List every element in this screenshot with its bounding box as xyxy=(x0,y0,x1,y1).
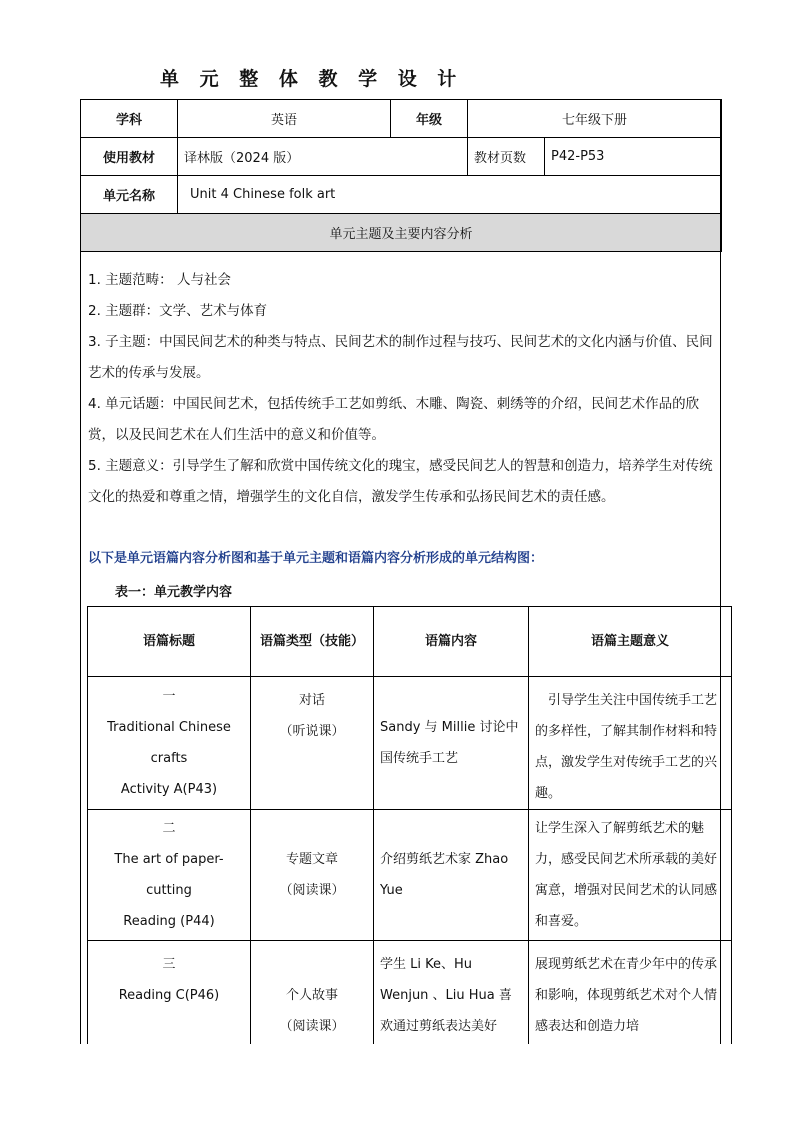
passage-number: 三 xyxy=(162,957,176,972)
passage-type: 专题文章 xyxy=(285,852,338,867)
header-title: 语篇标题 xyxy=(88,607,251,677)
passage-skill: （阅读课） xyxy=(279,883,345,898)
passage-content: 学生 Li Ke、Hu Wenjun 、Liu Hua 喜欢通过剪纸表达美好 xyxy=(374,941,529,1061)
content-table xyxy=(87,606,732,1061)
pages-value: P42-P53 xyxy=(545,138,722,176)
passage-ref: Reading (P44) xyxy=(123,914,215,929)
passage-skill: （听说课） xyxy=(279,724,345,739)
passage-title: Reading C(P46) xyxy=(118,988,220,1003)
header-content: 语篇内容 xyxy=(374,607,529,677)
analysis-item: 5. 主题意义：引导学生了解和欣赏中国传统文化的瑰宝，感受民间艺人的智慧和创造力，培养学生对传统文化的热爱和尊重之情，增强学生的文化自信，激发学生传承和弘扬民间艺术的责任感。 xyxy=(88,458,713,505)
textbook-label: 使用教材 xyxy=(81,138,178,176)
passage-type: 个人故事 xyxy=(285,988,338,1003)
passage-title-cell xyxy=(88,677,251,810)
passage-number: 二 xyxy=(162,821,176,836)
passage-title: Traditional Chinese crafts xyxy=(107,720,231,766)
table-row xyxy=(88,941,732,1061)
header-type: 语篇类型（技能） xyxy=(251,607,374,677)
passage-skill: （阅读课） xyxy=(279,1019,345,1034)
passage-title: The art of paper-cutting xyxy=(114,852,224,898)
subject-label: 学科 xyxy=(81,100,178,138)
passage-type: 对话 xyxy=(298,693,325,708)
passage-meaning: 展现剪纸艺术在青少年中的传承和影响，体现剪纸艺术对个人情感表达和创造力培 xyxy=(529,941,732,1061)
passage-type-cell xyxy=(251,941,374,1061)
unit-value: Unit 4 Chinese folk art xyxy=(178,176,722,214)
passage-title-cell xyxy=(88,810,251,941)
table-row xyxy=(88,810,732,941)
header-meaning: 语篇主题意义 xyxy=(529,607,732,677)
analysis-item: 4. 单元话题：中国民间艺术，包括传统手工艺如剪纸、木雕、陶瓷、刺绣等的介绍，民间艺术作品的欣赏，以及民间艺术在人们生活中的意义和价值等。 xyxy=(88,396,700,443)
grade-label: 年级 xyxy=(391,100,468,138)
document-title: 单 元 整 体 教 学 设 计 xyxy=(160,68,464,90)
unit-label: 单元名称 xyxy=(81,176,178,214)
passage-number: 一 xyxy=(162,689,176,704)
passage-type-cell xyxy=(251,810,374,941)
table-caption: 表一：单元教学内容 xyxy=(115,585,233,600)
page-bottom-margin xyxy=(0,1044,794,1123)
subject-value: 英语 xyxy=(178,100,391,138)
analysis-item: 1. 主题范畴： 人与社会 xyxy=(88,272,231,288)
analysis-item: 3. 子主题：中国民间艺术的种类与特点、民间艺术的制作过程与技巧、民间艺术的文化内涵与价值、民间艺术的传承与发展。 xyxy=(88,334,713,381)
passage-meaning: 让学生深入了解剪纸艺术的魅力，感受民间艺术所承载的美好寓意，增强对民间艺术的认同感和喜爱。 xyxy=(529,810,732,941)
passage-meaning: 引导学生关注中国传统手工艺的多样性，了解其制作材料和特点，激发学生对传统手工艺的兴趣。 xyxy=(529,677,732,810)
pages-label: 教材页数 xyxy=(468,138,545,176)
passage-title-cell xyxy=(88,941,251,1061)
passage-content: Sandy 与 Millie 讨论中国传统手工艺 xyxy=(374,677,529,810)
textbook-value: 译林版（2024 版） xyxy=(178,138,468,176)
analysis-item: 2. 主题群：文学、艺术与体育 xyxy=(88,303,268,319)
table-row xyxy=(88,677,732,810)
section-heading: 单元主题及主要内容分析 xyxy=(81,214,722,252)
structure-note: 以下是单元语篇内容分析图和基于单元主题和语篇内容分析形成的单元结构图： xyxy=(88,551,544,566)
analysis-text xyxy=(88,265,718,513)
passage-ref: Activity A(P43) xyxy=(120,782,218,797)
passage-type-cell xyxy=(251,677,374,810)
passage-content: 介绍剪纸艺术家 Zhao Yue xyxy=(374,810,529,941)
grade-value: 七年级下册 xyxy=(468,100,722,138)
